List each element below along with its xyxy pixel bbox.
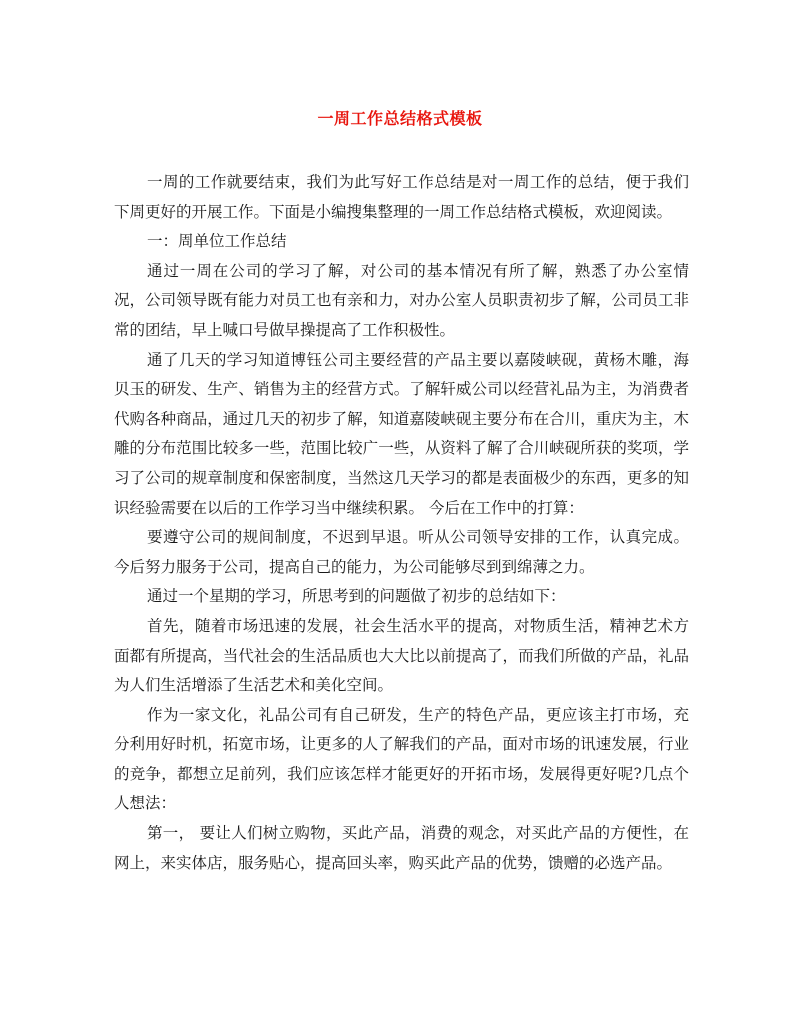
paragraph-first-point: 首先，随着市场迅速的发展，社会生活水平的提高，对物质生活，精神艺术方面都有所提高，当代社会的生活品质也大大比以前提高了，而我们所做的产品，礼品为人们生活增添了生活艺术和美化空间。 — [114, 616, 689, 695]
document-title: 一周工作总结格式模板 — [317, 109, 483, 128]
paragraph-plans: 要遵守公司的规间制度，不迟到早退。听从公司领导安排的工作，认真完成。今后努力服务于公司，提高自己的能力，为公司能够尽到到绵薄之力。 — [114, 528, 689, 576]
section-heading-weekly-summary: 一：周单位工作总结 — [147, 232, 287, 251]
paragraph-intro: 一周的工作就要结束，我们为此写好工作总结是对一周工作的总结，便于我们下周更好的开展工作。下面是小编搜集整理的一周工作总结格式模板，欢迎阅读。 — [114, 173, 689, 221]
paragraph-summary-intro: 通过一个星期的学习，所思考到的问题做了初步的总结如下： — [147, 587, 566, 606]
document-body — [114, 168, 689, 878]
paragraph-idea-one: 第一， 要让人们树立购物，买此产品，消费的观念，对买此产品的方便性，在网上，来实体店，服务贴心，提高回头率，购买此产品的优势，馈赠的必选产品。 — [114, 824, 689, 872]
paragraph-company-learning: 通过一周在公司的学习了解，对公司的基本情况有所了解，熟悉了办公室情况，公司领导既有能力对员工也有亲和力，对办公室人员职责初步了解，公司员工非常的团结，早上喊口号做早操提高了工作积极性。 — [114, 261, 689, 339]
paragraph-market-strategy: 作为一家文化，礼品公司有自己研发，生产的特色产品，更应该主打市场，充分利用好时机，拓宽市场，让更多的人了解我们的产品，面对市场的讯速发展，行业的竞争，都想立足前列，我们应该怎样才能更好的开拓市场，发展得更好呢?几点个人想法： — [114, 705, 689, 813]
paragraph-products: 通了几天的学习知道博钰公司主要经营的产品主要以嘉陵峡砚，黄杨木雕，海贝玉的研发、生产、销售为主的经营方式。了解轩威公司以经营礼品为主，为消费者代购各种商品，通过几天的初步了解，知道嘉陵峡砚主要分布在合川，重庆为主，木雕的分布范围比较多一些，范围比较广一些，从资料了解了合川峡砚所获的奖项，学习了公司的规章制度和保密制度，当然这几天学习的都是表面极少的东西，更多的知识经验需要在以后的工作学习当中继续积累。 今后在工作中的打算： — [114, 350, 689, 517]
